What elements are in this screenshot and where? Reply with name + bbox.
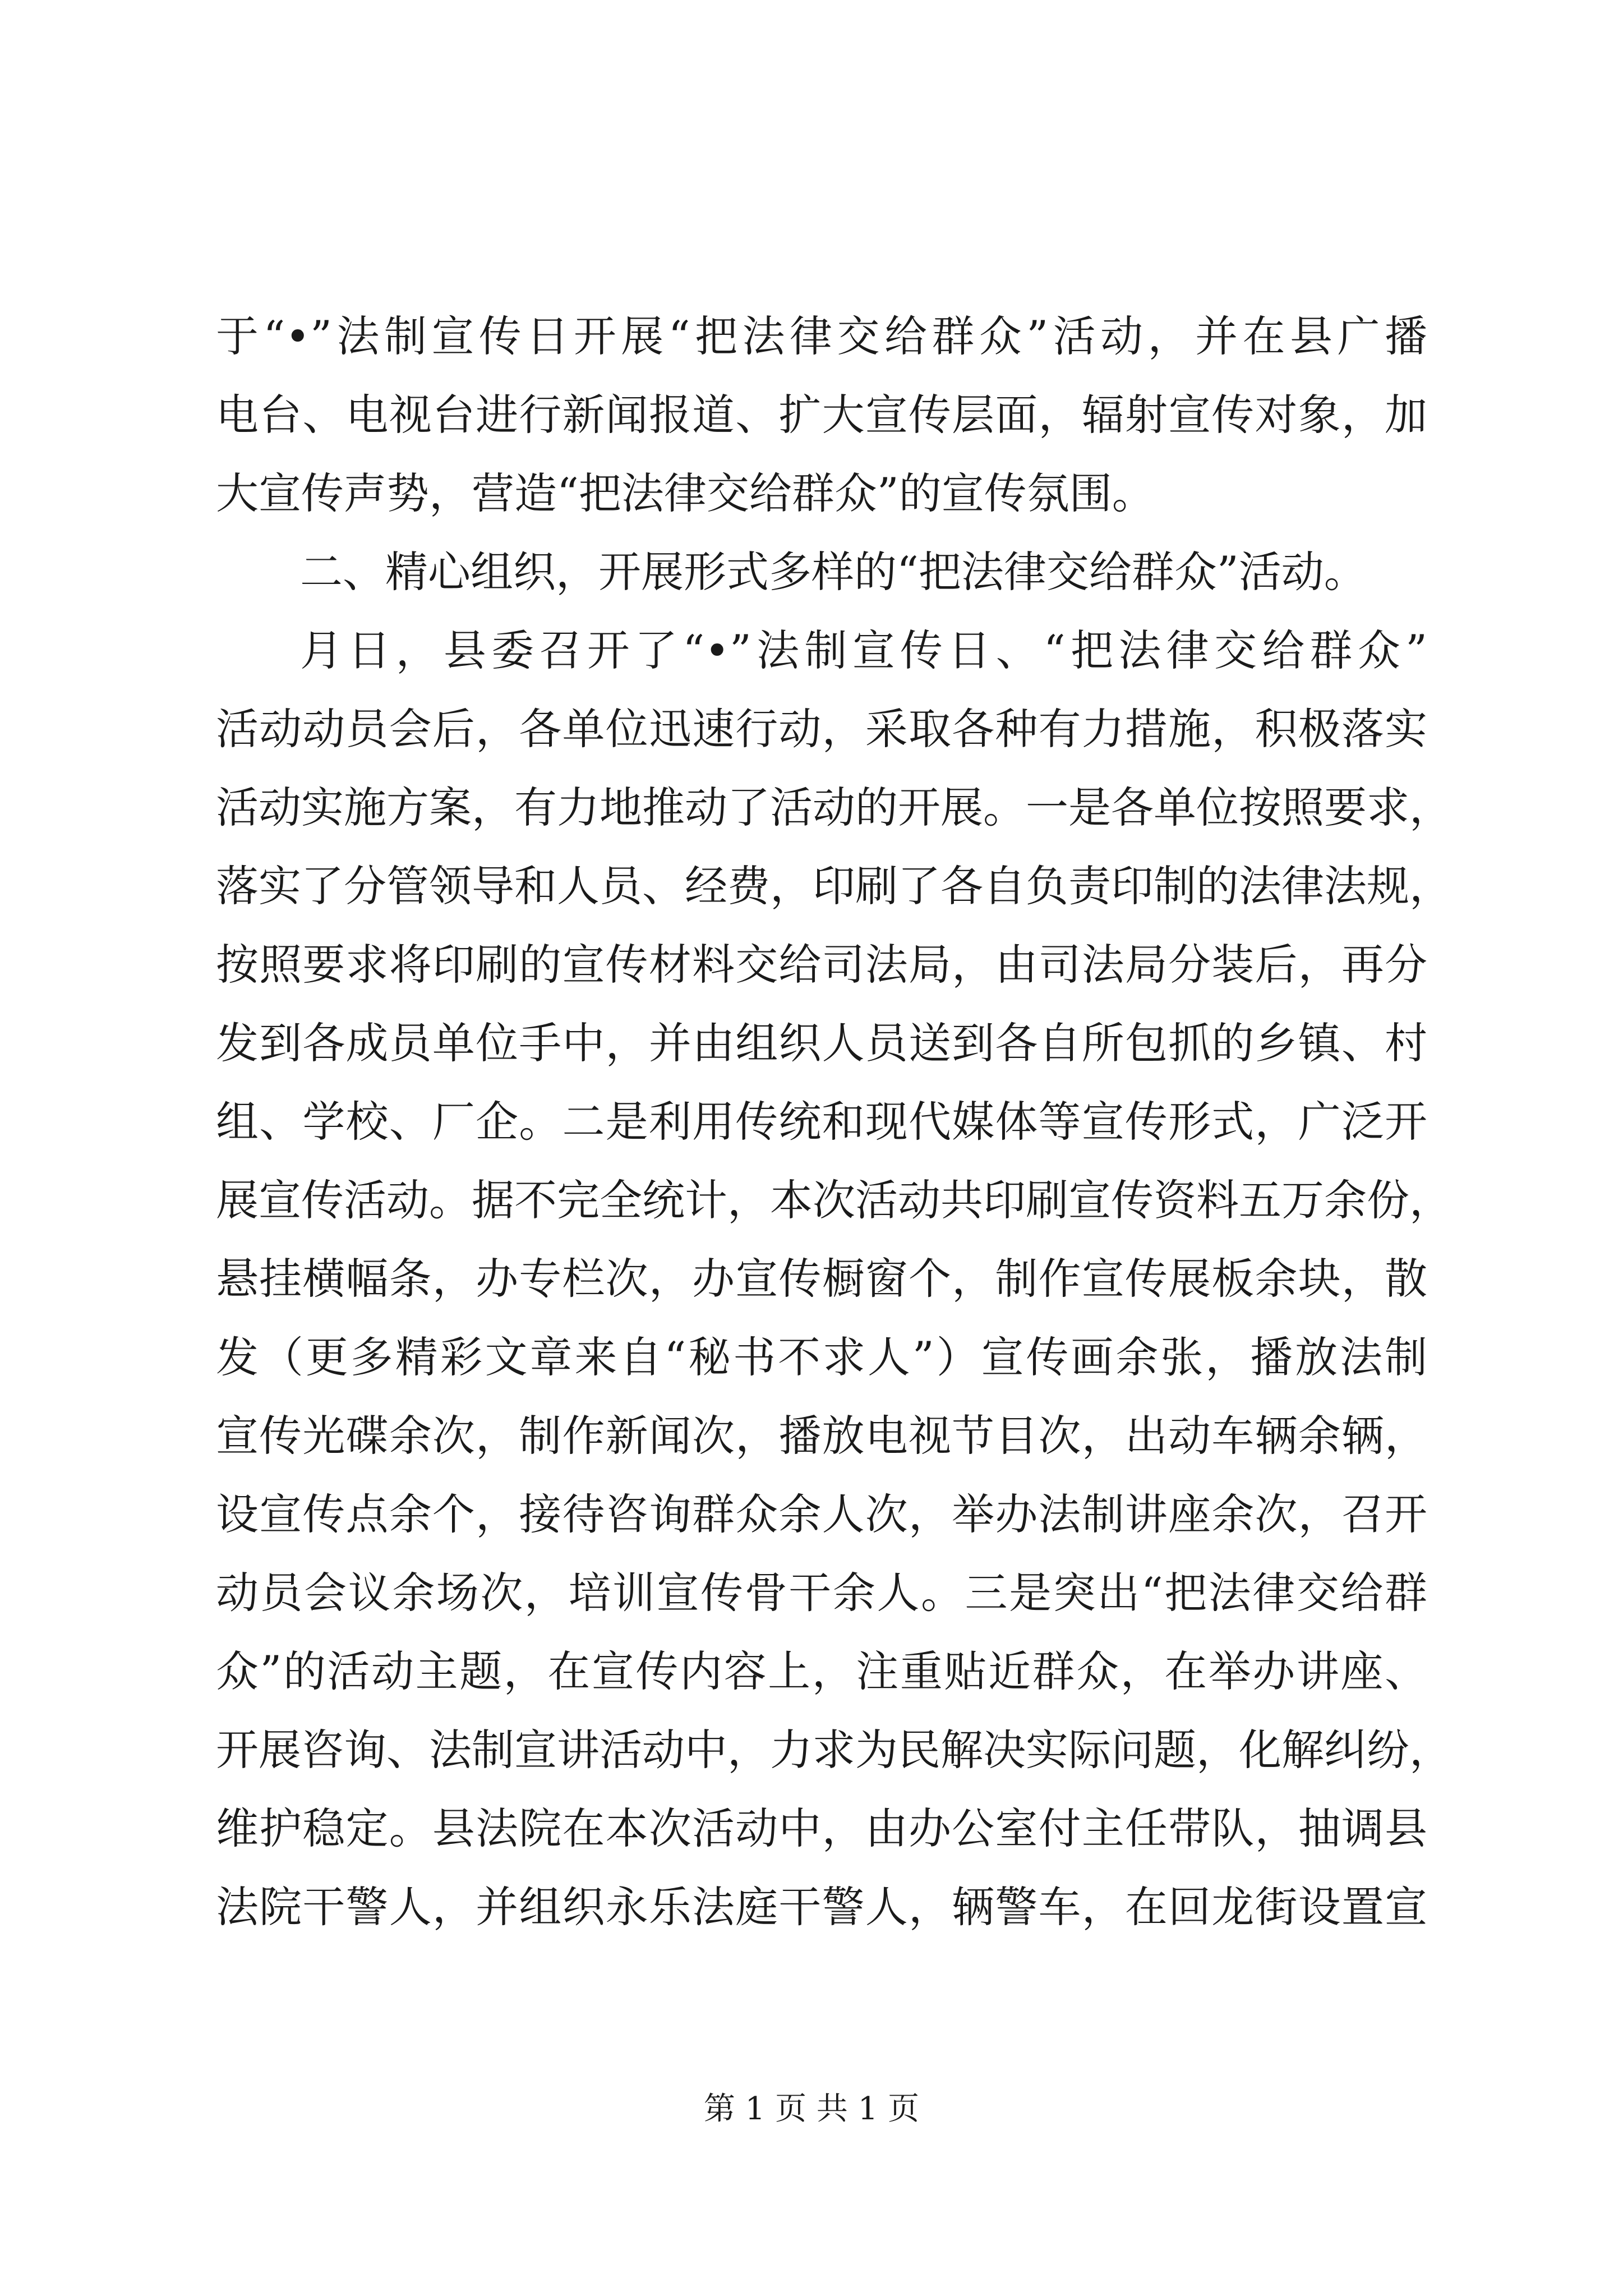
text-line: 法院干警人，并组织永乐法庭干警人，辆警车，在回龙街设置宣 — [216, 1882, 1427, 1932]
document-body — [216, 297, 1452, 1947]
text-line: 按照要求将印刷的宣传材料交给司法局，由司法局分装后，再分 — [216, 940, 1427, 990]
text-line: 开展咨询、法制宣讲活动中，力求为民解决实际问题，化解纠纷， — [216, 1725, 1452, 1775]
text-line: 展宣传活动。据不完全统计，本次活动共印刷宣传资料五万余份， — [216, 1175, 1452, 1225]
text-line: 悬挂横幅条，办专栏次，办宣传橱窗个，制作宣传展板余块，散 — [216, 1254, 1427, 1304]
text-line: 发到各成员单位手中，并由组织人员送到各自所包抓的乡镇、村 — [216, 1018, 1427, 1068]
text-line: 众”的活动主题，在宣传内容上，注重贴近群众，在举办讲座、 — [216, 1646, 1427, 1696]
text-line: 大宣传声势，营造“把法律交给群众”的宣传氛围。 — [216, 468, 1155, 518]
text-line: 维护稳定。县法院在本次活动中，由办公室付主任带队，抽调县 — [216, 1803, 1427, 1853]
text-line: 活动实施方案，有力地推动了活动的开展。一是各单位按照要求， — [216, 783, 1452, 832]
text-line: 动员会议余场次，培训宣传骨干余人。三是突出“把法律交给群 — [216, 1568, 1427, 1618]
text-line: 发（更多精彩文章来自“秘书不求人”）宣传画余张，播放法制 — [216, 1332, 1427, 1382]
text-line: 落实了分管领导和人员、经费，印刷了各自负责印制的法律法规， — [216, 861, 1452, 911]
text-line: 于“•”法制宣传日开展“把法律交给群众”活动，并在县广播 — [216, 311, 1427, 361]
text-line: 设宣传点余个，接待咨询群众余人次，举办法制讲座余次，召开 — [216, 1489, 1427, 1539]
text-line: 电台、电视台进行新闻报道、扩大宣传层面，辐射宣传对象，加 — [216, 390, 1427, 440]
text-line: 月日，县委召开了“•”法制宣传日、“把法律交给群众” — [300, 625, 1427, 675]
text-line: 宣传光碟余次，制作新闻次，播放电视节目次，出动车辆余辆， — [216, 1411, 1427, 1461]
section-heading: 二、精心组织，开展形式多样的“把法律交给群众”活动。 — [300, 547, 1367, 597]
page-number-footer: 第 1 页 共 1 页 — [703, 2091, 920, 2127]
text-line: 组、学校、厂企。二是利用传统和现代媒体等宣传形式，广泛开 — [216, 1097, 1427, 1147]
text-line: 活动动员会后，各单位迅速行动，采取各种有力措施，积极落实 — [216, 704, 1427, 754]
